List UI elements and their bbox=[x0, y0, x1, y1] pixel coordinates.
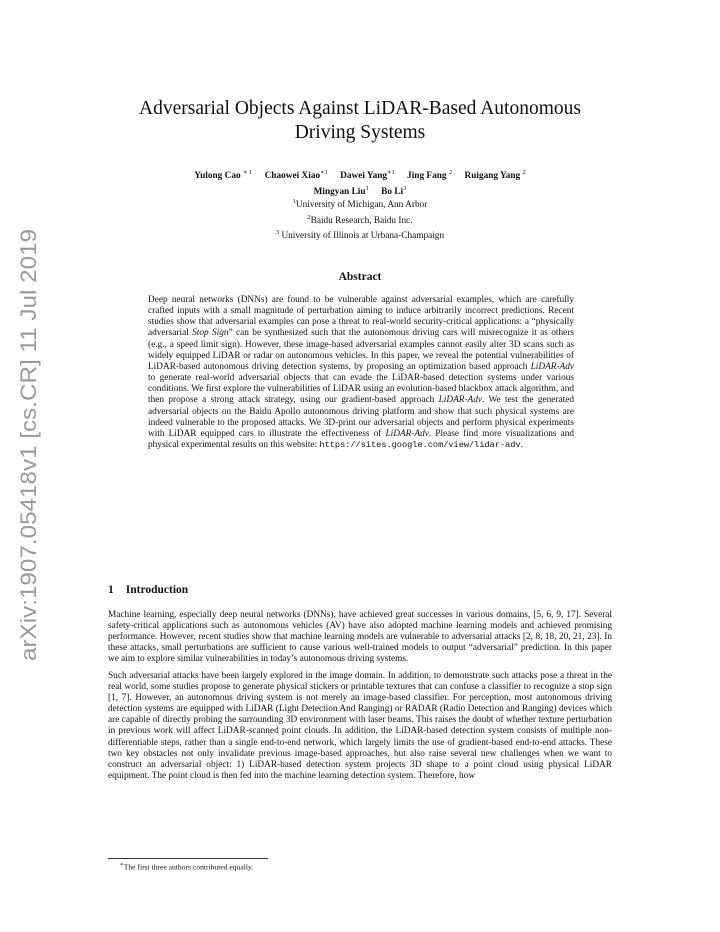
body-paragraph: Machine learning, especially deep neural networks (DNNs), have achieved great successes in various domains, [5, 6, 9, 17]. Several safety-critical applications such as autonomous vehicles (AV) have also adopted machine learning models and achieved promising performance. However, recent studies show that machine learning models are vulnerable to adversarial attacks [2, 8, 18, 20, 21, 23]. In these attacks, small perturbations are sufficient to cause various well-trained models to output “adversarial” prediction. In this paper we aim to explore similar vulnerabilities in today’s autonomous driving systems. bbox=[108, 610, 612, 665]
arxiv-id-text: arXiv:1907.05418v1 [cs.CR] 11 Jul 2019 bbox=[16, 259, 41, 661]
title-line-1: Adversarial Objects Against LiDAR-Based Autonomous bbox=[139, 98, 581, 119]
author: Bo Li$^3$ bbox=[381, 184, 407, 197]
footnote-rule bbox=[108, 858, 268, 859]
paper-title bbox=[80, 97, 640, 145]
section-heading bbox=[108, 584, 188, 596]
emphasis: LiDAR-Adv bbox=[438, 395, 483, 406]
affiliation: $^3$ University of Illinois at Urbana-Champaign bbox=[275, 229, 445, 242]
body-paragraph: Such adversarial attacks have been largely explored in the image domain. In addition, to demonstrate such attacks pose a threat in the real world, some studies propose to generate physical stickers or printable textures that can confuse a classifier to recognize a stop sign [1, 7]. However, an autonomous driving system is not merely an image-based classifier. For perception, most autonomous driving detection systems are equipped with LiDAR (Light Detection And Ranging) or RADAR (Radio Detection and Ranging) devices which are capable of directly probing the surrounding 3D environment with laser beams. This raises the doubt of whether texture perturbation in previous work will affect LiDAR-scanned point clouds. In addition, the LiDAR-based detection system consists of multiple non-differentiable steps, rather than a single end-to-end network, which largely limits the use of gradient-based end-to-end attacks. These two key obstacles not only invalidate previous image-based approaches, but also raise several new challenges when we want to construct an adversarial object: 1) LiDAR-based detection system projects 3D shape to a point cloud using physical LiDAR equipment. The point cloud is then fed into the machine learning detection system. Therefore, how bbox=[108, 671, 612, 781]
author-list bbox=[80, 167, 640, 198]
affiliation: $^2$Baidu Research, Baidu Inc. bbox=[307, 213, 413, 226]
website-link[interactable]: https://sites.google.com/view/lidar-adv bbox=[319, 440, 521, 451]
author: Ruigang Yang $^2$ bbox=[464, 169, 526, 182]
emphasis: LiDAR-Adv bbox=[385, 428, 429, 439]
footnote: ∗The first three authors contributed equally. bbox=[120, 862, 254, 872]
affiliations bbox=[80, 196, 640, 243]
abstract-text: Deep neural networks (DNNs) are found to be vulnerable against adversarial examples, which are carefully crafted inputs with a small magnitude of perturbation aiming to induce arbitrarily incorrect predictions. Recent studies show that adversarial examples can pose a threat to real-world security-critical applications: a “physically adversarial Stop Sign” can be synthesized such that the autonomous driving cars will misrecognize it as others (e.g., a speed limit sign). However, these image-based adversarial examples cannot easily alter 3D scans such as widely equipped LiDAR or radar on autonomous vehicles. In this paper, we reveal the potential vulnerabilities of LiDAR-based autonomous driving detection systems, by proposing an optimization based approach LiDAR-Adv to generate real-world adversarial objects that can evade the LiDAR-based detection systems under various conditions. We first explore the vulnerabilities of LiDAR using an evolution-based blackbox attack algorithm, and then propose a strong attack strategy, using our gradient-based approach LiDAR-Adv. We test the generated adversarial objects on the Baidu Apollo autonomous driving platform and show that such physical systems are indeed vulnerable to the proposed attacks. We 3D-print our adversarial objects and perform physical experiments with LiDAR equipped cars to illustrate the effectiveness of LiDAR-Adv. Please find more visualizations and physical experimental results on this website: https://sites.google.com/view/lidar-adv. bbox=[148, 295, 574, 451]
arxiv-identifier bbox=[6, 225, 48, 665]
author: Yulong Cao $^{∗ 1}$ bbox=[194, 169, 253, 182]
emphasis: Stop Sign bbox=[192, 328, 229, 339]
title-line-2: Driving Systems bbox=[294, 122, 426, 143]
section-body bbox=[108, 610, 612, 788]
abstract-heading: Abstract bbox=[338, 271, 382, 283]
section-title: Introduction bbox=[125, 584, 189, 596]
author-row-1 bbox=[80, 167, 640, 183]
author: Jing Fang $^2$ bbox=[407, 169, 453, 182]
affiliation: $^1$University of Michigan, Ann Arbor bbox=[292, 198, 428, 211]
author: Chaowei Xiao$^{∗1}$ bbox=[264, 169, 328, 182]
author: Dawei Yang$^{∗1}$ bbox=[340, 169, 395, 182]
author: Mingyan Liu$^1$ bbox=[313, 184, 369, 197]
section-number: 1 bbox=[108, 584, 114, 596]
emphasis: LiDAR-Adv bbox=[530, 361, 574, 372]
